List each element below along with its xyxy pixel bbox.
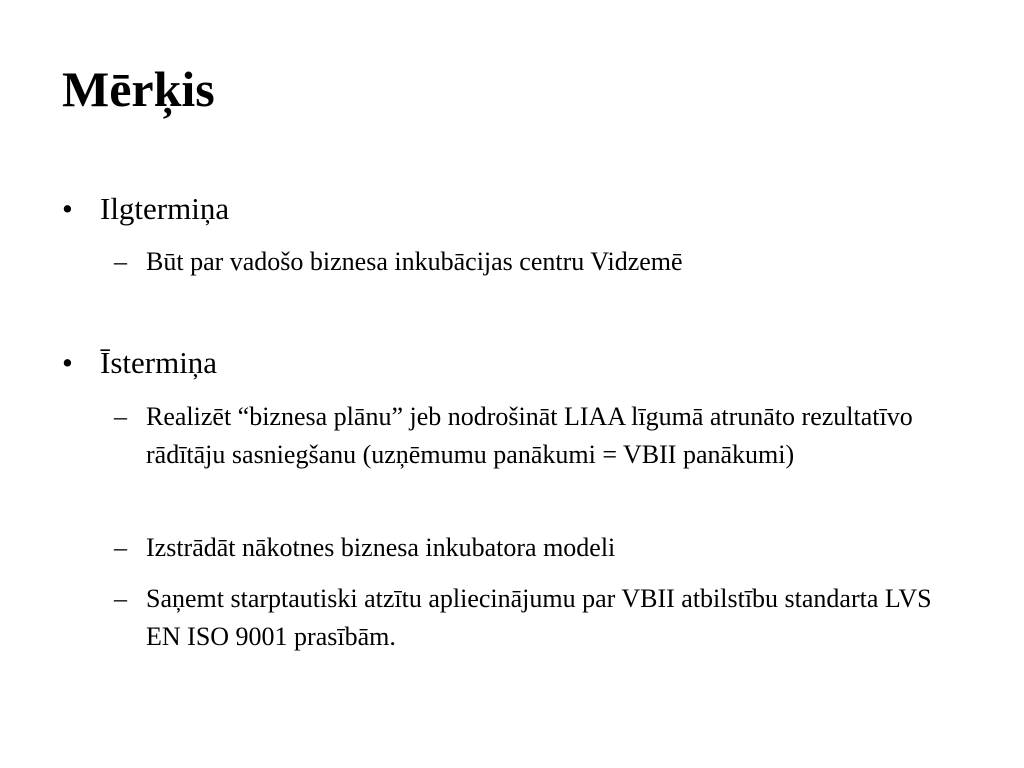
bullet-icon: • [62, 345, 73, 380]
sub-item [114, 398, 954, 474]
bullet-item-short-term [62, 344, 962, 381]
sub-item [114, 243, 954, 281]
dash-icon: – [114, 402, 127, 431]
dash-icon: – [114, 533, 127, 562]
sub-item-text: Saņemt starptautiski atzītu apliecinājumu par VBII atbilstību standarta LVS EN ISO 9001 prasībām. [146, 584, 932, 651]
dash-icon: – [114, 584, 127, 613]
bullet-icon: • [62, 191, 73, 226]
sub-item-text: Realizēt “biznesa plānu” jeb nodrošināt LIAA līgumā atrunāto rezultatīvo rādītāju sasniegšanu (uzņēmumu panākumi = VBII panākumi) [146, 402, 913, 469]
bullet-heading: Īstermiņa [100, 345, 218, 380]
bullet-item-long-term [62, 190, 962, 227]
bullet-heading: Ilgtermiņa [100, 191, 230, 226]
sub-item-text: Izstrādāt nākotnes biznesa inkubatora modeli [146, 533, 616, 562]
dash-icon: – [114, 247, 127, 276]
slide-title: Mērķis [62, 61, 215, 117]
sub-item-text: Būt par vadošo biznesa inkubācijas centru Vidzemē [146, 247, 683, 276]
sub-item [114, 529, 954, 567]
sub-item [114, 580, 954, 656]
